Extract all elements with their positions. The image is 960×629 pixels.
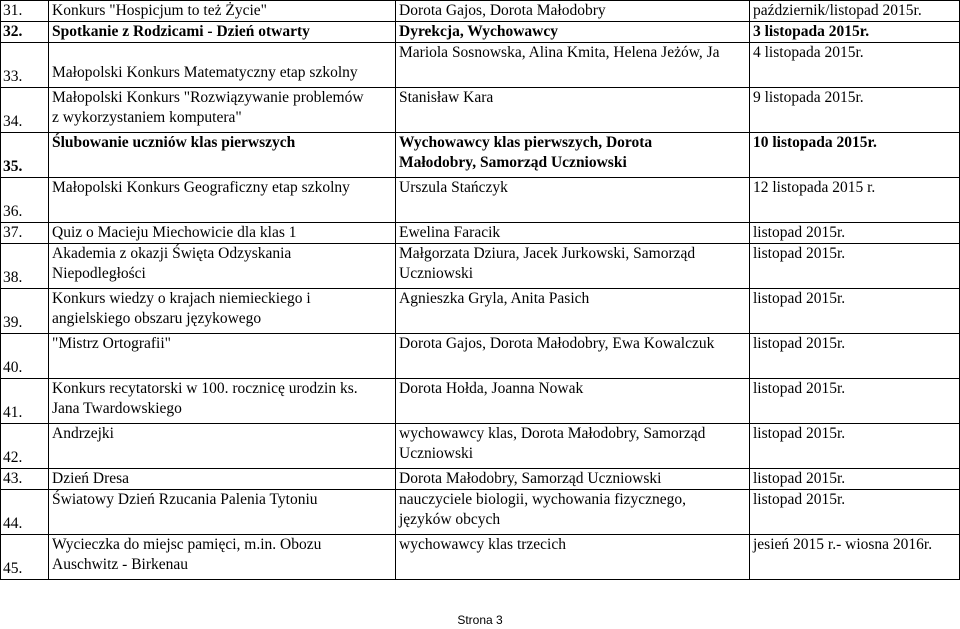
responsible-cell [396,289,750,334]
table-row [1,22,960,43]
row-number: 35. [1,133,49,178]
responsible-cell [396,244,750,289]
table-row [1,379,960,424]
table-row [1,223,960,244]
event-cell [49,88,396,133]
table-row [1,424,960,469]
responsible-text: Małgorzata Dziura, Jacek Jurkowski, Samorząd [399,245,696,262]
row-number: 39. [1,289,49,334]
event-cell [49,1,396,22]
responsible-cell [396,43,750,88]
row-number: 43. [1,469,49,490]
event-text: Małopolski Konkurs Geograficzny etap szkolny [52,179,350,196]
event-text: Dzień Dresa [52,470,130,487]
date-cell: 12 listopada 2015 r. [750,178,960,223]
date-cell: listopad 2015r. [750,379,960,424]
row-number: 32. [1,22,49,43]
row-number: 45. [1,535,49,580]
responsible-text: Uczniowski [399,445,474,462]
row-number: 34. [1,88,49,133]
event-text: Spotkanie z Rodzicami - Dzień otwarty [52,23,310,40]
event-text: Andrzejki [52,425,114,442]
responsible-cell [396,22,750,43]
event-text: Ślubowanie uczniów klas pierwszych [52,134,296,151]
table-row [1,289,960,334]
responsible-text: Agnieszka Gryla, Anita Pasich [399,290,590,307]
responsible-cell [396,133,750,178]
event-cell [49,223,396,244]
date-cell: jesień 2015 r.- wiosna 2016r. [750,535,960,580]
table-row [1,43,960,88]
event-text: Quiz o Macieju Miechowicie dla klas 1 [52,224,297,241]
event-text: Wycieczka do miejsc pamięci, m.in. Obozu [52,536,322,553]
event-text: Konkurs "Hospicjum to też Życie" [52,2,267,19]
event-cell [49,535,396,580]
table-row [1,469,960,490]
event-text: Konkurs wiedzy o krajach niemieckiego i [52,290,311,307]
date-cell: listopad 2015r. [750,334,960,379]
event-text: Niepodległości [52,265,146,282]
responsible-text: Ewelina Faracik [399,224,501,241]
responsible-text: wychowawcy klas, Dorota Małodobry, Samorząd [399,425,706,442]
responsible-text: Małodobry, Samorząd Uczniowski [399,154,627,171]
date-cell: listopad 2015r. [750,244,960,289]
event-cell [49,289,396,334]
date-cell: 10 listopada 2015r. [750,133,960,178]
responsible-text: Dorota Gajos, Dorota Małodobry [399,2,606,19]
event-text: Światowy Dzień Rzucania Palenia Tytoniu [52,491,318,508]
event-text: "Mistrz Ortografii" [52,335,171,352]
date-cell: listopad 2015r. [750,289,960,334]
row-number: 33. [1,43,49,88]
event-text: Auschwitz - Birkenau [52,556,189,573]
responsible-text: Dorota Gajos, Dorota Małodobry, Ewa Kowalczuk [399,335,715,352]
event-text: angielskiego obszaru językowego [52,310,262,327]
event-text: Małopolski Konkurs "Rozwiązywanie problemów [52,89,364,106]
date-cell: październik/listopad 2015r. [750,1,960,22]
table-row [1,178,960,223]
table-row [1,490,960,535]
event-text: Akademia z okazji Święta Odzyskania [52,245,292,262]
event-cell [49,334,396,379]
responsible-text: Dorota Małodobry, Samorząd Uczniowski [399,470,662,487]
responsible-text: Uczniowski [399,265,474,282]
responsible-text: Urszula Stańczyk [399,179,508,196]
event-text: Małopolski Konkurs Matematyczny etap szkolny [52,64,358,81]
event-cell [49,133,396,178]
responsible-text: Dorota Hołda, Joanna Nowak [399,380,584,397]
date-cell: 4 listopada 2015r. [750,43,960,88]
responsible-text: Wychowawcy klas pierwszych, Dorota [399,134,653,151]
event-text: Konkurs recytatorski w 100. rocznicę urodzin ks. [52,380,358,397]
responsible-cell [396,178,750,223]
event-cell [49,244,396,289]
table-row [1,88,960,133]
responsible-cell [396,88,750,133]
responsible-text: Stanisław Kara [399,89,494,106]
responsible-text: języków obcych [399,511,501,528]
responsible-cell [396,424,750,469]
responsible-cell [396,334,750,379]
responsible-cell [396,223,750,244]
date-cell: listopad 2015r. [750,490,960,535]
event-text: Jana Twardowskiego [52,400,182,417]
event-text [52,43,392,63]
responsible-text: nauczyciele biologii, wychowania fizycznego, [399,491,687,508]
responsible-text: wychowawcy klas trzecich [399,536,566,553]
date-cell: 9 listopada 2015r. [750,88,960,133]
date-cell: listopad 2015r. [750,223,960,244]
date-cell: listopad 2015r. [750,424,960,469]
row-number: 41. [1,379,49,424]
row-number: 42. [1,424,49,469]
row-number: 40. [1,334,49,379]
event-cell [49,469,396,490]
table-row [1,334,960,379]
table-row [1,133,960,178]
responsible-cell [396,535,750,580]
row-number: 37. [1,223,49,244]
event-cell [49,43,396,88]
responsible-cell [396,469,750,490]
date-cell: 3 listopada 2015r. [750,22,960,43]
event-cell [49,22,396,43]
event-cell [49,424,396,469]
table-row [1,1,960,22]
responsible-cell [396,490,750,535]
responsible-cell [396,379,750,424]
event-cell [49,379,396,424]
responsible-cell [396,1,750,22]
page-footer: Strona 3 [457,613,503,627]
row-number: 44. [1,490,49,535]
responsible-text: Mariola Sosnowska, Alina Kmita, Helena Jeżów, Ja [399,44,720,61]
row-number: 36. [1,178,49,223]
responsible-text: Dyrekcja, Wychowawcy [399,23,558,40]
table-row [1,535,960,580]
row-number: 31. [1,1,49,22]
row-number: 38. [1,244,49,289]
event-text: z wykorzystaniem komputera" [52,109,242,126]
table-row [1,244,960,289]
event-cell [49,490,396,535]
event-cell [49,178,396,223]
date-cell: listopad 2015r. [750,469,960,490]
